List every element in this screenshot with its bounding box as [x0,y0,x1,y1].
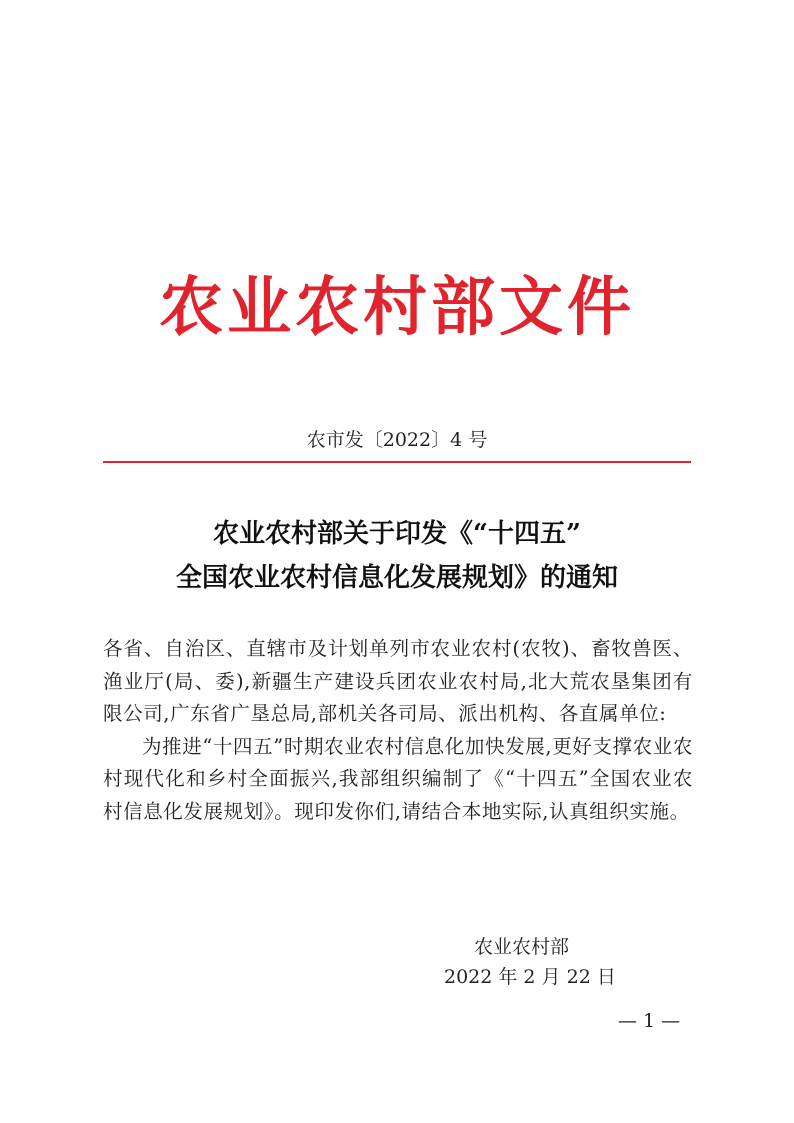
notice-title-line-2: 全国农业农村信息化发展规划》的通知 [175,563,618,593]
main-paragraph: 为推进“十四五”时期农业农村信息化加快发展,更好支撑农业农村现代化和乡村全面振兴,我部组织编制了《“十四五”全国农业农村信息化发展规划》。现印发你们,请结合本地实际,认真组织实施。 [103,734,693,823]
signature-organization: 农业农村部 [474,936,570,958]
notice-title-line-1: 农业农村部关于印发《“十四五” [213,519,581,549]
document-number: 农市发〔2022〕4 号 [306,429,488,451]
signature-date: 2022 年 2 月 22 日 [444,966,616,988]
notice-body [103,633,693,828]
document-header-title: 农业农村部文件 [159,270,635,345]
red-divider-line [103,461,691,463]
recipients-paragraph: 各省、自治区、直辖市及计划单列市农业农村(农牧)、畜牧兽医、渔业厅(局、委),新疆生产建设兵团农业农村局,北大荒农垦集团有限公司,广东省广垦总局,部机关各司局、派出机构、各直属单位: [103,637,693,725]
page-number: — 1 — [618,1010,681,1032]
notice-title [0,512,794,600]
